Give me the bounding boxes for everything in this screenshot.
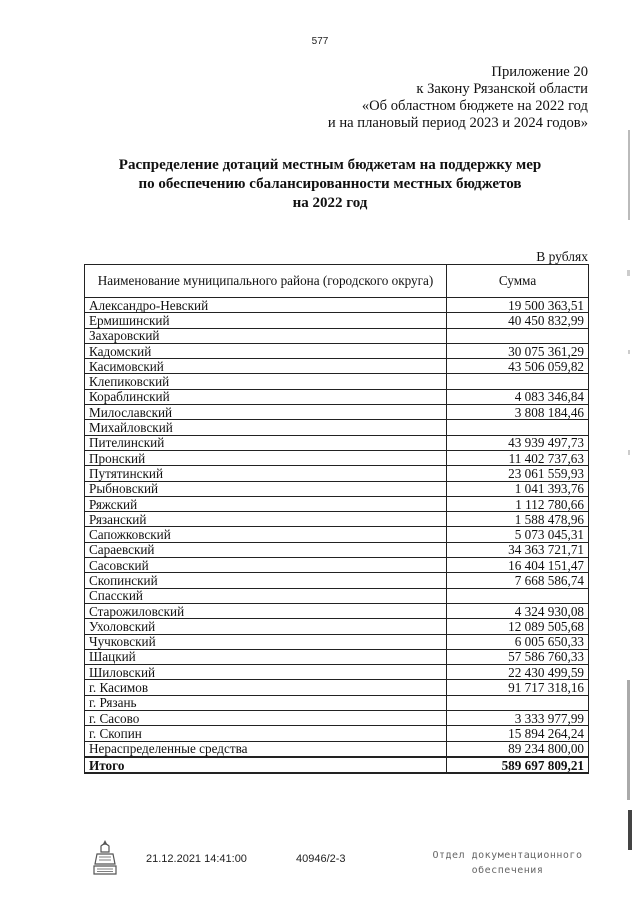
total-label: Итого bbox=[85, 757, 447, 773]
subsidy-amount: 22 430 499,59 bbox=[447, 665, 589, 680]
municipality-name: Пронский bbox=[85, 450, 447, 465]
municipality-name: Скопинский bbox=[85, 573, 447, 588]
subsidy-amount: 40 450 832,99 bbox=[447, 313, 589, 328]
title-line-3: на 2022 год bbox=[292, 195, 368, 211]
subsidy-amount: 16 404 151,47 bbox=[447, 558, 589, 573]
municipality-name: Рыбновский bbox=[85, 481, 447, 496]
municipality-name: Кораблинский bbox=[85, 389, 447, 404]
appendix-note bbox=[328, 64, 588, 132]
municipality-name: г. Скопин bbox=[85, 726, 447, 741]
subsidy-amount: 4 083 346,84 bbox=[447, 389, 589, 404]
table-header-row bbox=[85, 265, 589, 298]
scan-edge-marks bbox=[624, 120, 636, 880]
header-sum: Сумма bbox=[447, 265, 589, 298]
footer-doc-code: 40946/2-3 bbox=[296, 853, 346, 865]
municipality-name: Захаровский bbox=[85, 328, 447, 343]
title-line-2: по обеспечению сбалансированности местных бюджетов bbox=[138, 176, 522, 192]
subsidy-amount: 11 402 737,63 bbox=[447, 450, 589, 465]
municipality-name: Кадомский bbox=[85, 343, 447, 358]
subsidy-amount bbox=[447, 695, 589, 710]
subsidy-table bbox=[84, 264, 589, 774]
table-row bbox=[85, 496, 589, 511]
table-row bbox=[85, 512, 589, 527]
municipality-name: Ухоловский bbox=[85, 619, 447, 634]
municipality-name: Шацкий bbox=[85, 649, 447, 664]
municipality-name: Шиловский bbox=[85, 665, 447, 680]
subsidy-amount: 23 061 559,93 bbox=[447, 466, 589, 481]
table-row bbox=[85, 389, 589, 404]
municipality-name: Клепиковский bbox=[85, 374, 447, 389]
table-row bbox=[85, 481, 589, 496]
document-title bbox=[70, 156, 590, 213]
municipality-name: г. Касимов bbox=[85, 680, 447, 695]
subsidy-amount: 3 333 977,99 bbox=[447, 711, 589, 726]
appendix-line-2: к Закону Рязанской области bbox=[416, 81, 588, 97]
department-stamp bbox=[420, 848, 595, 878]
subsidy-amount bbox=[447, 374, 589, 389]
page-number: 577 bbox=[311, 36, 329, 47]
municipality-name: Михайловский bbox=[85, 420, 447, 435]
table-row bbox=[85, 450, 589, 465]
table-row bbox=[85, 558, 589, 573]
municipality-name: Путятинский bbox=[85, 466, 447, 481]
municipality-name: г. Сасово bbox=[85, 711, 447, 726]
municipality-name: Касимовский bbox=[85, 359, 447, 374]
subsidy-amount: 15 894 264,24 bbox=[447, 726, 589, 741]
table-row bbox=[85, 695, 589, 710]
subsidy-amount: 43 506 059,82 bbox=[447, 359, 589, 374]
header-municipality: Наименование муниципального района (городского округа) bbox=[85, 265, 447, 298]
table-row bbox=[85, 711, 589, 726]
table-row bbox=[85, 603, 589, 618]
subsidy-amount bbox=[447, 420, 589, 435]
subsidy-amount: 4 324 930,08 bbox=[447, 603, 589, 618]
table-row bbox=[85, 343, 589, 358]
municipality-name: Рязанский bbox=[85, 512, 447, 527]
subsidy-amount bbox=[447, 328, 589, 343]
subsidy-amount: 89 234 800,00 bbox=[447, 741, 589, 757]
table-row bbox=[85, 298, 589, 313]
table-row bbox=[85, 527, 589, 542]
subsidy-amount: 5 073 045,31 bbox=[447, 527, 589, 542]
subsidy-amount: 57 586 760,33 bbox=[447, 649, 589, 664]
table-row bbox=[85, 542, 589, 557]
municipality-name: Сасовский bbox=[85, 558, 447, 573]
table-row bbox=[85, 435, 589, 450]
municipality-name: Милославский bbox=[85, 405, 447, 420]
table-row bbox=[85, 665, 589, 680]
municipality-name: Пителинский bbox=[85, 435, 447, 450]
total-row bbox=[85, 757, 589, 773]
table-row bbox=[85, 726, 589, 741]
subsidy-amount: 1 112 780,66 bbox=[447, 496, 589, 511]
title-line-1: Распределение дотаций местным бюджетам на поддержку мер bbox=[118, 157, 542, 173]
table-row bbox=[85, 588, 589, 603]
table-row bbox=[85, 680, 589, 695]
municipality-name: Сапожковский bbox=[85, 527, 447, 542]
table-row bbox=[85, 741, 589, 757]
municipality-name: г. Рязань bbox=[85, 695, 447, 710]
subsidy-amount: 12 089 505,68 bbox=[447, 619, 589, 634]
table-row bbox=[85, 573, 589, 588]
table-row bbox=[85, 420, 589, 435]
municipality-name: Нераспределенные средства bbox=[85, 741, 447, 757]
municipality-name: Старожиловский bbox=[85, 603, 447, 618]
table-row bbox=[85, 313, 589, 328]
subsidy-amount: 1 588 478,96 bbox=[447, 512, 589, 527]
table-row bbox=[85, 619, 589, 634]
stamp-line-2: обеспечения bbox=[471, 865, 544, 876]
units-label: В рублях bbox=[536, 249, 588, 264]
subsidy-amount: 43 939 497,73 bbox=[447, 435, 589, 450]
subsidy-amount: 34 363 721,71 bbox=[447, 542, 589, 557]
subsidy-amount: 7 668 586,74 bbox=[447, 573, 589, 588]
municipality-name: Ермишинский bbox=[85, 313, 447, 328]
appendix-line-1: Приложение 20 bbox=[491, 64, 588, 80]
table-row bbox=[85, 649, 589, 664]
table-row bbox=[85, 359, 589, 374]
footer-timestamp: 21.12.2021 14:41:00 bbox=[146, 853, 247, 865]
municipality-name: Ряжский bbox=[85, 496, 447, 511]
subsidy-amount: 3 808 184,46 bbox=[447, 405, 589, 420]
total-sum: 589 697 809,21 bbox=[447, 757, 589, 773]
emblem-logo-icon bbox=[92, 838, 118, 878]
subsidy-amount: 30 075 361,29 bbox=[447, 343, 589, 358]
subsidy-amount: 91 717 318,16 bbox=[447, 680, 589, 695]
table-row bbox=[85, 466, 589, 481]
table-row bbox=[85, 405, 589, 420]
subsidy-amount: 6 005 650,33 bbox=[447, 634, 589, 649]
subsidy-amount: 19 500 363,51 bbox=[447, 298, 589, 313]
stamp-line-1: Отдел документационного bbox=[432, 850, 583, 861]
municipality-name: Александро-Невский bbox=[85, 298, 447, 313]
appendix-line-3: «Об областном бюджете на 2022 год bbox=[361, 98, 588, 114]
municipality-name: Спасский bbox=[85, 588, 447, 603]
municipality-name: Чучковский bbox=[85, 634, 447, 649]
table-row bbox=[85, 634, 589, 649]
table-row bbox=[85, 374, 589, 389]
municipality-name: Сараевский bbox=[85, 542, 447, 557]
subsidy-amount: 1 041 393,76 bbox=[447, 481, 589, 496]
subsidy-amount bbox=[447, 588, 589, 603]
appendix-line-4: и на плановый период 2023 и 2024 годов» bbox=[327, 115, 588, 131]
table-row bbox=[85, 328, 589, 343]
